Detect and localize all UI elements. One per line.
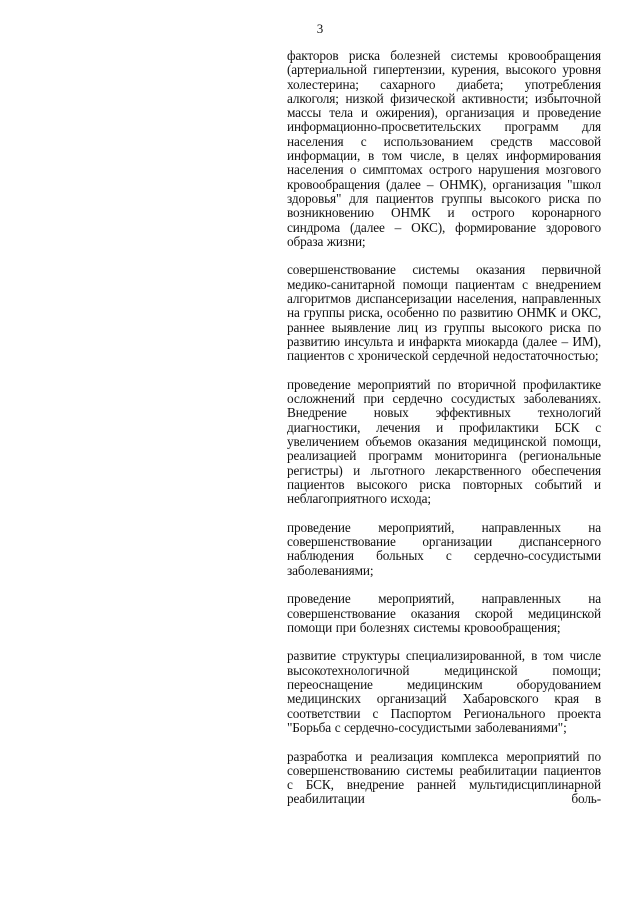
page-number: 3 [316,21,324,36]
paragraph-rehabilitation: разработка и реализация комплекса мероприятий по совершенствованию системы реабилитации пациентов с БСК, внедрение ранней мультидисциплинарной реабилитации боль- [287,748,601,807]
paragraph-dispensary-observation: проведение мероприятий, направленных на совершенствование организации диспансерного наблюдения больных с сердечно-сосудистыми заболеваниями; [287,519,601,578]
paragraph-primary-care: совершенствование системы оказания первичной медико-санитарной помощи пациентам с внедрением алгоритмов диспансеризации населения, направленных на группы риска, особенно по развитию ОНМК и ОКС, раннее выявление лиц из группы высокого риска по развитию инсульта и инфаркта миокарда (далее – ИМ), пациентов с хронической сердечной недостаточностью; [287,262,601,364]
paragraph-emergency-care: проведение мероприятий, направленных на совершенствование оказания скорой медицинской помощи при болезнях системы кровообращения; [287,591,601,635]
paragraph-specialized-care: развитие структуры специализированной, в том числе высокотехнологичной медицинской помощи; переоснащение медицинским оборудованием медицинских организаций Хабаровского края в соответствии с Паспортом Регионального проекта "Борьба с сердечно-сосудистыми заболеваниями"; [287,648,601,735]
document-body [287,49,601,821]
paragraph-secondary-prevention: проведение мероприятий по вторичной профилактике осложнений при сердечно сосудистых заболеваниях. Внедрение новых эффективных технологий диагностики, лечения и профилактики БСК с увеличением объемов оказания медицинской помощи, реализацией программ мониторинга (региональные регистры) и льготного лекарственного обеспечения пациентов высокого риска повторных событий и неблагоприятного исхода; [287,376,601,507]
paragraph-risk-factors: факторов риска болезней системы кровообращения (артериальной гипертензии, курения, высокого уровня холестерина; сахарного диабета; употребления алкоголя; низкой физической активности; избыточной массы тела и ожирения), организация и проведение информационно-просветительских программ для населения с использованием средств массовой информации, в том числе, в целях информирования населения о симптомах острого нарушения мозгового кровообращения (далее – ОНМК), организация "школ здоровья" для пациентов группы высокого риска по возникновению ОНМК и острого коронарного синдрома (далее – ОКС), формирование здорового образа жизни; [287,48,601,249]
